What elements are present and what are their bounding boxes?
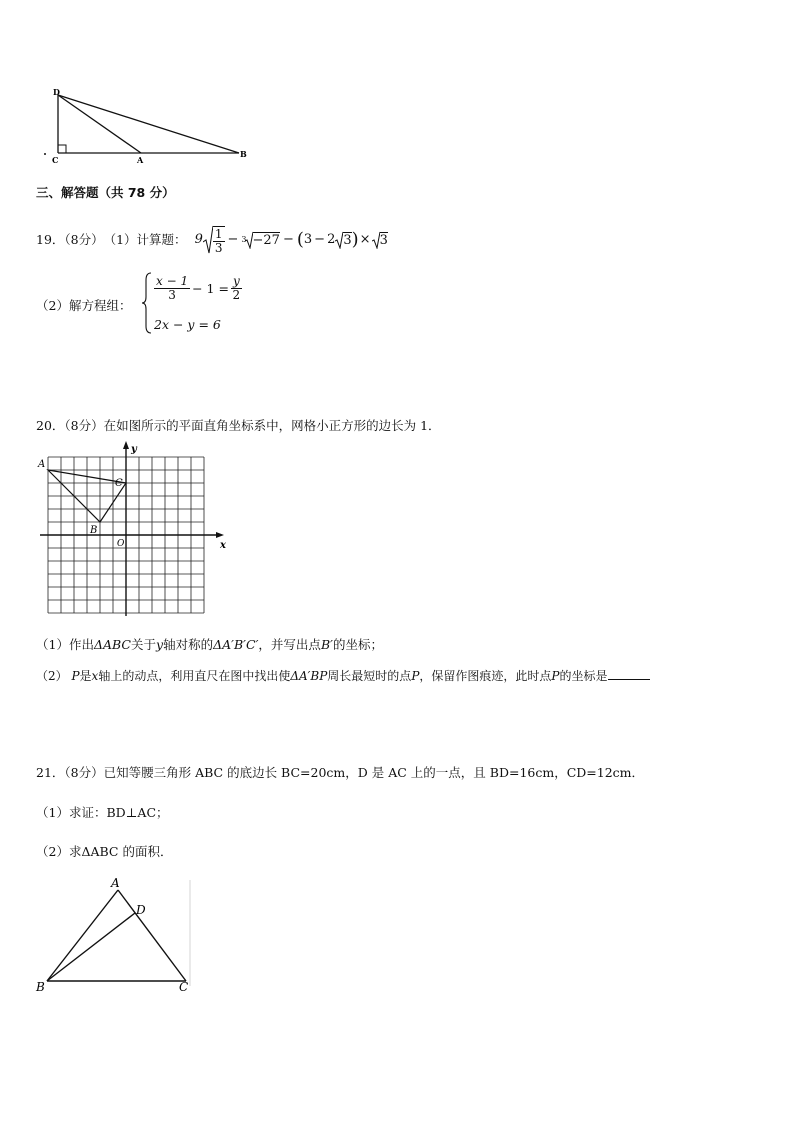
q19-part1-prefix: （1）计算题：: [103, 232, 187, 247]
q20-part2-text-6: 的坐标是: [559, 669, 608, 683]
q20-part2-p2: P: [411, 669, 420, 683]
q20-stem: 在如图所示的平面直角坐标系中，网格小正方形的边长为 1．: [103, 418, 441, 433]
label-d: D: [53, 87, 60, 97]
eq1-num: x − 1: [156, 274, 189, 288]
label-c: C: [52, 155, 59, 165]
segment-ac: [118, 890, 186, 981]
frac-den: 3: [214, 240, 223, 255]
origin-label: O: [117, 539, 125, 549]
q20-part2-text-3: 轴上的动点，利用直尺在图中找出使: [98, 669, 291, 683]
q20-part1-text-1: （1）作出: [36, 637, 94, 652]
x-axis-label: x: [220, 540, 226, 551]
section-title: 三、解答题（共 78 分）: [36, 185, 175, 200]
label-a: A: [111, 876, 120, 890]
cube-root-sign: [245, 231, 253, 249]
q20-part2-text-2: 是: [79, 669, 92, 683]
equation-1: [154, 275, 242, 302]
eq1-rnum: y: [232, 274, 240, 288]
eq1-rden: 2: [232, 288, 241, 302]
paren-open: (: [296, 229, 304, 250]
expr-minus3: −: [314, 232, 326, 247]
expr-times: ×: [359, 232, 371, 247]
equation-2: 2x − y = 6: [154, 317, 221, 332]
q21-number: 21．（8分）: [36, 765, 104, 780]
eq1-mid: − 1 =: [192, 281, 229, 296]
coordinate-grid-figure: [36, 440, 236, 624]
sqrt-sign-2: [335, 231, 343, 249]
segment-bd: [47, 913, 135, 981]
q20-number: 20．（8分）: [36, 418, 104, 433]
q20-part2-triangle: ΔA′BP: [290, 669, 328, 683]
q20-part1-triangle: ΔABC: [93, 637, 131, 652]
expr-three: 3: [303, 232, 313, 247]
cube-index: 3: [241, 235, 247, 244]
point-label-c: C: [115, 478, 123, 489]
y-axis-arrow: [123, 441, 129, 449]
label-c: C: [179, 980, 189, 994]
paren-close: ): [351, 229, 359, 250]
q20-part1-text-2: 关于: [131, 637, 157, 652]
y-axis-label: y: [131, 444, 137, 455]
x-axis-arrow: [216, 532, 224, 538]
eq1-right-frac: [231, 275, 242, 302]
q19-number: 19．（8分）: [36, 232, 104, 247]
figure-triangle-abc-bd: [30, 874, 200, 996]
expr-minus1: −: [227, 232, 239, 247]
q20-part2-text-1: （2）: [36, 669, 72, 683]
root-arg-1: 3: [343, 232, 352, 248]
eq1-left-frac: [154, 275, 190, 302]
frac-num: 1: [214, 226, 223, 241]
label-b: B: [240, 149, 247, 159]
answer-blank: [608, 667, 650, 680]
q20-part1: [36, 637, 383, 653]
segment-da: [58, 95, 141, 153]
expr-minus2: −: [282, 232, 294, 247]
eq1-den: 3: [168, 288, 176, 302]
segment-ab: [47, 890, 118, 981]
q20-part1-triangle-prime: ΔA′B′C′: [213, 637, 259, 652]
expr-two: 2: [327, 232, 336, 247]
q20-part2-p: P: [71, 669, 80, 683]
cube-radicand: −27: [252, 233, 280, 248]
q20-part1-b-prime: B′: [320, 637, 333, 652]
q20-part2-p3: P: [551, 669, 560, 683]
label-b: B: [36, 980, 45, 994]
q20-part2-x: x: [91, 669, 99, 683]
q20-stem-line: [36, 418, 441, 434]
point-label-b: B: [90, 525, 98, 536]
q21-part2: （2）求ΔABC 的面积．: [36, 844, 173, 859]
q21-stem: 已知等腰三角形 ABC 的底边长 BC=20cm，D 是 AC 上的一点，且 BD=16cm，CD=12cm．: [103, 765, 645, 780]
q20-part2-text-4: 周长最短时的点: [327, 669, 412, 683]
q20-part2: [36, 667, 650, 684]
dot-mark: [44, 153, 46, 155]
q21-stem-line: [36, 765, 644, 781]
q20-part1-y: y: [156, 637, 164, 652]
sqrt-sign-1: [203, 225, 213, 255]
q21-part1: （1）求证：BD⊥AC；: [36, 805, 169, 820]
q20-part1-text-3: 轴对称的: [163, 637, 214, 652]
q19-part2-prefix: （2）解方程组：: [36, 298, 132, 313]
q20-part1-text-4: ，并写出点: [258, 637, 321, 652]
sqrt-frac: [213, 226, 225, 255]
segment-db: [58, 95, 239, 153]
root-arg-2: 3: [379, 232, 388, 248]
axes: [40, 441, 224, 616]
q20-part1-text-5: 的坐标；: [332, 637, 383, 652]
sqrt-sign-3: [372, 231, 380, 249]
system-brace: [142, 272, 152, 334]
label-a: A: [137, 155, 144, 165]
right-angle-mark: [58, 145, 66, 153]
q20-part2-text-5: ，保留作图痕迹，此时点: [419, 669, 552, 683]
label-d: D: [136, 903, 146, 917]
figure-triangle-dcb: [36, 86, 256, 166]
q19-expression: [195, 225, 388, 255]
expr-coef: 9: [194, 232, 203, 247]
q19-line1: [36, 225, 388, 255]
point-label-a: A: [38, 459, 46, 470]
